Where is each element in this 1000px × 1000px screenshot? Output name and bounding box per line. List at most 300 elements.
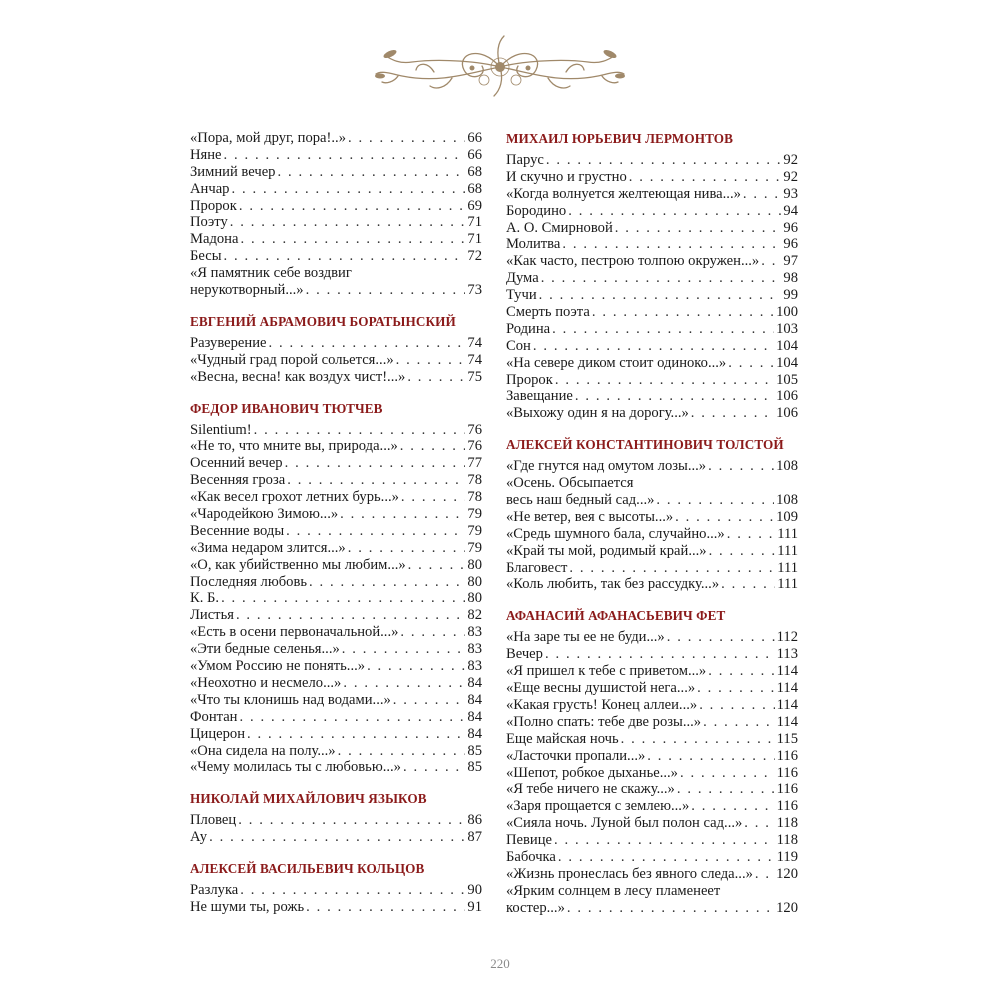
author-heading: АЛЕКСЕЙ ВАСИЛЬЕВИЧ КОЛЬЦОВ bbox=[190, 861, 425, 877]
dot-leader bbox=[554, 832, 775, 849]
toc-entry-page: 120 bbox=[776, 865, 798, 882]
dot-leader bbox=[541, 270, 782, 287]
toc-entry-page: 78 bbox=[467, 472, 482, 489]
dot-leader bbox=[680, 765, 775, 782]
toc-entry-title: Благовест bbox=[506, 559, 568, 576]
toc-entry-page: 79 bbox=[467, 539, 482, 556]
toc-entry-page: 80 bbox=[467, 556, 482, 573]
toc-entry[interactable] bbox=[506, 731, 798, 748]
toc-entry[interactable] bbox=[190, 198, 482, 215]
toc-entry-title: Пловец bbox=[190, 812, 237, 829]
toc-entry-title: И скучно и грустно bbox=[506, 168, 627, 185]
toc-entry[interactable] bbox=[506, 798, 798, 815]
toc-entry[interactable] bbox=[506, 321, 798, 338]
toc-entry-title: «Средь шумного бала, случайно...» bbox=[506, 525, 725, 542]
dot-leader bbox=[667, 629, 775, 646]
toc-entry-title: «Чему молилась ты с любовью...» bbox=[190, 759, 401, 776]
toc-entry-page: 112 bbox=[776, 629, 798, 646]
toc-entry-page: 84 bbox=[467, 708, 482, 725]
dot-leader bbox=[677, 781, 775, 798]
toc-entry[interactable] bbox=[190, 164, 482, 181]
dot-leader bbox=[287, 472, 465, 489]
toc-entry-page: 69 bbox=[467, 197, 482, 214]
dot-leader bbox=[408, 557, 466, 574]
toc-entry-page: 87 bbox=[467, 829, 482, 846]
dot-leader bbox=[238, 812, 465, 829]
toc-entry[interactable] bbox=[190, 743, 482, 760]
toc-entry-page: 82 bbox=[467, 607, 482, 624]
toc-entry-page: 85 bbox=[467, 759, 482, 776]
dot-leader bbox=[239, 709, 465, 726]
toc-entry-page: 114 bbox=[776, 713, 798, 730]
toc-entry-title: Весенняя гроза bbox=[190, 472, 286, 489]
toc-entry[interactable] bbox=[506, 388, 798, 405]
dot-leader bbox=[555, 372, 774, 389]
toc-entry-title: «Полно спать: тебе две розы...» bbox=[506, 713, 702, 730]
dot-leader bbox=[285, 455, 466, 472]
toc-entry-title: Вечер bbox=[506, 646, 543, 663]
dot-leader bbox=[647, 748, 774, 765]
toc-entry[interactable] bbox=[190, 231, 482, 248]
dot-leader bbox=[743, 186, 782, 203]
toc-entry[interactable] bbox=[506, 866, 798, 883]
toc-entry-title: Пророк bbox=[190, 197, 237, 214]
author-heading: ФЕДОР ИВАНОВИЧ ТЮТЧЕВ bbox=[190, 400, 383, 416]
toc-entry-page: 83 bbox=[467, 658, 482, 675]
dot-leader bbox=[558, 849, 775, 866]
toc-entry-page: 80 bbox=[467, 573, 482, 590]
toc-entry-page: 74 bbox=[467, 334, 482, 351]
dot-leader bbox=[621, 731, 775, 748]
toc-entry[interactable] bbox=[506, 697, 798, 714]
toc-entry-title: «Где гнутся над омутом лозы...» bbox=[506, 458, 707, 475]
toc-entry-page: 71 bbox=[467, 231, 482, 248]
toc-entry[interactable] bbox=[506, 543, 798, 560]
toc-entry[interactable] bbox=[190, 675, 482, 692]
toc-entry-title: Смерть поэта bbox=[506, 304, 590, 321]
toc-entry[interactable] bbox=[190, 709, 482, 726]
toc-entry-page: 111 bbox=[777, 542, 798, 559]
toc-entry-page: 72 bbox=[467, 248, 482, 265]
toc-entry[interactable] bbox=[506, 287, 798, 304]
toc-entry-page: 97 bbox=[783, 253, 798, 270]
toc-entry-page: 116 bbox=[776, 798, 798, 815]
toc-entry-title: «Какая грусть! Конец аллеи...» bbox=[506, 696, 698, 713]
toc-entry-page: 113 bbox=[776, 646, 798, 663]
toc-entry-page: 116 bbox=[776, 764, 798, 781]
toc-entry-page: 96 bbox=[783, 219, 798, 236]
toc-entry[interactable] bbox=[190, 147, 482, 164]
toc-entry-title: Дума bbox=[506, 270, 539, 287]
toc-entry-page: 103 bbox=[776, 320, 798, 337]
toc-entry[interactable] bbox=[506, 152, 798, 169]
dot-leader bbox=[567, 900, 774, 917]
toc-entry-title: Няне bbox=[190, 146, 222, 163]
dot-leader bbox=[691, 798, 774, 815]
toc-entry[interactable] bbox=[506, 236, 798, 253]
toc-entry-page: 94 bbox=[783, 202, 798, 219]
toc-entry-title: Не шуми ты, рожь bbox=[190, 898, 305, 915]
toc-entry[interactable] bbox=[506, 781, 798, 798]
dot-leader bbox=[562, 236, 781, 253]
toc-entry-title: Тучи bbox=[506, 287, 537, 304]
toc-entry[interactable] bbox=[190, 523, 482, 540]
toc-entry-title: «Чародейкою Зимою...» bbox=[190, 506, 339, 523]
dot-leader bbox=[761, 253, 781, 270]
toc-entry[interactable] bbox=[190, 557, 482, 574]
dot-leader bbox=[309, 574, 465, 591]
toc-entry-page: 84 bbox=[467, 725, 482, 742]
toc-entry[interactable] bbox=[506, 832, 798, 849]
toc-section bbox=[190, 313, 482, 386]
toc-entry[interactable] bbox=[190, 506, 482, 523]
toc-entry-title: «Я пришел к тебе с приветом...» bbox=[506, 663, 707, 680]
dot-leader bbox=[343, 675, 465, 692]
toc-entry[interactable] bbox=[506, 526, 798, 543]
dot-leader bbox=[545, 646, 775, 663]
dot-leader bbox=[575, 388, 774, 405]
toc-entry-page: 119 bbox=[776, 848, 798, 865]
toc-entry-page: 106 bbox=[776, 405, 798, 422]
dot-leader bbox=[342, 641, 466, 658]
toc-entry[interactable] bbox=[190, 472, 482, 489]
dot-leader bbox=[533, 338, 774, 355]
toc-entry[interactable] bbox=[506, 372, 798, 389]
toc-entry[interactable] bbox=[190, 455, 482, 472]
toc-entry-page: 104 bbox=[776, 337, 798, 354]
toc-entry-title: Пророк bbox=[506, 371, 553, 388]
dot-leader bbox=[656, 492, 774, 509]
toc-left-column bbox=[190, 130, 482, 916]
toc-entry-page: 71 bbox=[467, 214, 482, 231]
toc-entry[interactable] bbox=[506, 458, 798, 475]
toc-entry-title: Осенний вечер bbox=[190, 455, 283, 472]
toc-entry-title: «Шепот, робкое дыханье...» bbox=[506, 764, 678, 781]
toc-entry[interactable] bbox=[190, 282, 482, 299]
dot-leader bbox=[247, 726, 465, 743]
toc-entry[interactable] bbox=[506, 509, 798, 526]
toc-entry-page: 93 bbox=[783, 185, 798, 202]
toc-entry[interactable] bbox=[190, 422, 482, 439]
dot-leader bbox=[568, 203, 781, 220]
toc-entry[interactable] bbox=[506, 629, 798, 646]
toc-entry[interactable] bbox=[506, 680, 798, 697]
toc-entry[interactable] bbox=[506, 304, 798, 321]
toc-entry[interactable] bbox=[190, 130, 482, 147]
dot-leader bbox=[348, 540, 466, 557]
dot-leader bbox=[240, 231, 465, 248]
toc-entry-page: 114 bbox=[776, 663, 798, 680]
dot-leader bbox=[539, 287, 782, 304]
toc-entry[interactable] bbox=[190, 489, 482, 506]
toc-entry-title: Мадона bbox=[190, 231, 239, 248]
toc-entry-page: 100 bbox=[776, 304, 798, 321]
dot-leader bbox=[348, 130, 465, 147]
toc-entry[interactable] bbox=[190, 726, 482, 743]
dot-leader bbox=[727, 526, 775, 543]
toc-entry[interactable] bbox=[506, 186, 798, 203]
toc-entry[interactable] bbox=[506, 492, 798, 509]
dot-leader bbox=[709, 543, 776, 560]
toc-entry-page: 85 bbox=[467, 742, 482, 759]
toc-entry-page: 92 bbox=[783, 152, 798, 168]
toc-entry-title: «Чудный град порой сольется...» bbox=[190, 351, 394, 368]
toc-entry-page: 96 bbox=[783, 236, 798, 253]
floral-ornament-icon bbox=[372, 32, 628, 102]
toc-entry-title: «На заре ты ее не буди...» bbox=[506, 629, 665, 646]
toc-entry[interactable] bbox=[506, 220, 798, 237]
toc-entry-page: 79 bbox=[467, 522, 482, 539]
dot-leader bbox=[224, 147, 466, 164]
toc-entry[interactable] bbox=[506, 765, 798, 782]
dot-leader bbox=[755, 866, 774, 883]
toc-entry[interactable] bbox=[190, 641, 482, 658]
toc-entry-page: 77 bbox=[467, 455, 482, 472]
toc-entry-title: Весенние воды bbox=[190, 522, 285, 539]
toc-entry[interactable] bbox=[506, 663, 798, 680]
toc-entry[interactable] bbox=[506, 355, 798, 372]
toc-entry-title: «Еще весны душистой нега...» bbox=[506, 680, 696, 697]
dot-leader bbox=[744, 815, 774, 832]
toc-section bbox=[190, 400, 482, 777]
toc-entry-page: 76 bbox=[467, 421, 482, 438]
dot-leader bbox=[236, 607, 465, 624]
toc-entry-title: Завещание bbox=[506, 388, 573, 405]
dot-leader bbox=[629, 169, 782, 186]
toc-entry-page: 108 bbox=[776, 458, 798, 475]
toc-entry[interactable] bbox=[190, 248, 482, 265]
toc-entry[interactable] bbox=[190, 214, 482, 231]
toc-entry-title: Разуверение bbox=[190, 334, 267, 351]
toc-entry-title: Зимний вечер bbox=[190, 163, 276, 180]
toc-entry[interactable] bbox=[506, 253, 798, 270]
toc-entry-page: 111 bbox=[777, 559, 798, 576]
dot-leader bbox=[224, 248, 466, 265]
toc-entry-title: «Край ты мой, родимый край...» bbox=[506, 542, 707, 559]
dot-leader bbox=[546, 152, 782, 169]
toc-entry-title: Родина bbox=[506, 320, 551, 337]
toc-entry-page: 116 bbox=[776, 747, 798, 764]
toc-entry-title: «Не то, что мните вы, природа...» bbox=[190, 438, 398, 455]
author-heading: АФАНАСИЙ АФАНАСЬЕВИЧ ФЕТ bbox=[506, 608, 726, 624]
dot-leader bbox=[306, 899, 465, 916]
dot-leader bbox=[306, 282, 466, 299]
toc-right-column bbox=[506, 130, 798, 917]
author-heading: ЕВГЕНИЙ АБРАМОВИЧ БОРАТЫНСКИЙ bbox=[190, 313, 456, 329]
dot-leader bbox=[209, 829, 465, 846]
toc-entry-page: 66 bbox=[467, 146, 482, 163]
toc-entry[interactable] bbox=[190, 335, 482, 352]
toc-entry[interactable] bbox=[506, 714, 798, 731]
toc-entry-title-line: «Осень. Обсыпается bbox=[506, 475, 634, 492]
toc-entry-title: Сон bbox=[506, 337, 531, 354]
toc-entry-page: 111 bbox=[777, 576, 798, 593]
toc-entry-title: Листья bbox=[190, 607, 234, 624]
toc-section bbox=[506, 436, 798, 593]
dot-leader bbox=[338, 743, 466, 760]
toc-entry[interactable] bbox=[506, 646, 798, 663]
toc-entry-page: 76 bbox=[467, 438, 482, 455]
toc-entry-page: 79 bbox=[467, 506, 482, 523]
toc-entry[interactable] bbox=[506, 169, 798, 186]
toc-entry-page: 111 bbox=[777, 525, 798, 542]
toc-entry[interactable] bbox=[190, 658, 482, 675]
dot-leader bbox=[396, 352, 466, 369]
toc-entry-title: Ау bbox=[190, 829, 208, 846]
dot-leader bbox=[393, 692, 466, 709]
toc-entry-title: Разлука bbox=[190, 882, 239, 899]
toc-entry-title: весь наш бедный сад...» bbox=[506, 492, 655, 509]
toc-entry[interactable] bbox=[506, 338, 798, 355]
toc-entry[interactable] bbox=[506, 815, 798, 832]
toc-entry-title: «Она сидела на полу...» bbox=[190, 742, 336, 759]
author-heading: МИХАИЛ ЮРЬЕВИЧ ЛЕРМОНТОВ bbox=[506, 131, 734, 146]
toc-entry-title: Поэту bbox=[190, 214, 228, 231]
dot-leader bbox=[697, 680, 774, 697]
toc-entry-page: 116 bbox=[776, 781, 798, 798]
dot-leader bbox=[239, 198, 466, 215]
toc-entry-title: «Заря прощается с землею...» bbox=[506, 798, 690, 815]
toc-entry[interactable] bbox=[506, 849, 798, 866]
dot-leader bbox=[699, 697, 774, 714]
toc-entry-page: 68 bbox=[467, 163, 482, 180]
toc-entry[interactable] bbox=[190, 812, 482, 829]
dot-leader bbox=[592, 304, 774, 321]
dot-leader bbox=[569, 560, 775, 577]
toc-section bbox=[506, 607, 798, 916]
toc-entry-title: «Когда волнуется желтеющая нива...» bbox=[506, 185, 741, 202]
toc-entry-page: 66 bbox=[467, 130, 482, 146]
toc-entry-title-line: «Я памятник себе воздвиг bbox=[190, 265, 352, 282]
toc-entry-page: 114 bbox=[776, 680, 798, 697]
toc-entry[interactable] bbox=[190, 882, 482, 899]
toc-entry-page: 108 bbox=[776, 492, 798, 509]
toc-entry[interactable] bbox=[506, 900, 798, 917]
toc-entry[interactable] bbox=[190, 624, 482, 641]
toc-entry[interactable] bbox=[190, 759, 482, 776]
toc-entry[interactable] bbox=[506, 405, 798, 422]
toc-entry-title: «На севере диком стоит одиноко...» bbox=[506, 354, 727, 371]
dot-leader bbox=[407, 369, 465, 386]
toc-entry-page: 68 bbox=[467, 180, 482, 197]
toc-entry[interactable] bbox=[190, 181, 482, 198]
dot-leader bbox=[340, 506, 465, 523]
dot-leader bbox=[728, 355, 774, 372]
toc-entry-title: Последняя любовь bbox=[190, 573, 308, 590]
toc-entry-page: 106 bbox=[776, 388, 798, 405]
toc-entry[interactable] bbox=[190, 829, 482, 846]
toc-entry-title: Бабочка bbox=[506, 848, 556, 865]
toc-entry[interactable] bbox=[190, 369, 482, 386]
toc-entry-title: костер...» bbox=[506, 899, 565, 916]
toc-entry-title: «Неохотно и несмело...» bbox=[190, 674, 342, 691]
toc-entry-title: «Не ветер, вея с высоты...» bbox=[506, 508, 674, 525]
toc-entry-page: 83 bbox=[467, 641, 482, 658]
toc-entry-title: «Выхожу один я на дорогу...» bbox=[506, 405, 689, 422]
toc-entry[interactable] bbox=[506, 748, 798, 765]
toc-entry-title: «Весна, весна! как воздух чист!...» bbox=[190, 368, 406, 385]
dot-leader bbox=[721, 576, 775, 593]
toc-entry-page: 74 bbox=[467, 351, 482, 368]
toc-entry-title: Бородино bbox=[506, 202, 567, 219]
toc-entry-page: 99 bbox=[783, 287, 798, 304]
toc-entry-title: Цицерон bbox=[190, 725, 246, 742]
toc-entry[interactable] bbox=[190, 574, 482, 591]
toc-entry-title-line: «Ярким солнцем в лесу пламенеет bbox=[506, 882, 721, 899]
toc-entry-page: 90 bbox=[467, 882, 482, 899]
toc-entry-page: 104 bbox=[776, 354, 798, 371]
toc-entry[interactable] bbox=[190, 352, 482, 369]
toc-entry-page: 114 bbox=[776, 696, 798, 713]
toc-entry-page: 98 bbox=[783, 270, 798, 287]
toc-entry-page: 118 bbox=[776, 832, 798, 849]
dot-leader bbox=[403, 759, 465, 776]
toc-entry[interactable] bbox=[190, 590, 482, 607]
toc-entry-page: 78 bbox=[467, 489, 482, 506]
toc-entry-title: нерукотворный...» bbox=[190, 282, 304, 299]
dot-leader bbox=[286, 523, 465, 540]
toc-entry-page: 109 bbox=[776, 508, 798, 525]
toc-entry[interactable] bbox=[190, 607, 482, 624]
page-number: 220 bbox=[490, 956, 510, 971]
dot-leader bbox=[254, 422, 466, 439]
dot-leader bbox=[231, 181, 465, 198]
toc-entry[interactable] bbox=[506, 576, 798, 593]
toc-entry[interactable] bbox=[506, 203, 798, 220]
dot-leader bbox=[367, 658, 465, 675]
toc-entry-title: «О, как убийственно мы любим...» bbox=[190, 556, 406, 573]
toc-entry[interactable] bbox=[506, 270, 798, 287]
toc-entry-page: 86 bbox=[467, 812, 482, 829]
toc-entry[interactable] bbox=[506, 560, 798, 577]
dot-leader bbox=[221, 590, 465, 607]
dot-leader bbox=[691, 405, 774, 422]
toc-entry-page: 83 bbox=[467, 624, 482, 641]
toc-entry-title: «Как часто, пестрою толпою окружен...» bbox=[506, 253, 760, 270]
toc-entry-title: «Эти бедные селенья...» bbox=[190, 641, 340, 658]
toc-entry[interactable] bbox=[190, 438, 482, 455]
dot-leader bbox=[400, 624, 465, 641]
toc-entry-title: Фонтан bbox=[190, 708, 238, 725]
dot-leader bbox=[240, 882, 465, 899]
toc-entry-title: «Сияла ночь. Луной был полон сад...» bbox=[506, 815, 743, 832]
toc-entry-page: 75 bbox=[467, 368, 482, 385]
toc-entry-title: А. О. Смирновой bbox=[506, 219, 613, 236]
toc-section bbox=[190, 130, 482, 299]
toc-entry-page: 73 bbox=[467, 282, 482, 299]
toc-section bbox=[190, 860, 482, 916]
toc-entry-title: «Как весел грохот летних бурь...» bbox=[190, 489, 399, 506]
toc-entry-title: Молитва bbox=[506, 236, 561, 253]
toc-entry-page: 91 bbox=[467, 898, 482, 915]
toc-entry-title: «Ласточки пропали...» bbox=[506, 747, 646, 764]
toc-entry[interactable] bbox=[190, 692, 482, 709]
dot-leader bbox=[552, 321, 774, 338]
toc-entry[interactable] bbox=[190, 540, 482, 557]
toc-section bbox=[506, 130, 798, 422]
toc-entry-page: 120 bbox=[776, 899, 798, 916]
dot-leader bbox=[277, 164, 465, 181]
toc-entry-title: «Я тебе ничего не скажу...» bbox=[506, 781, 675, 798]
dot-leader bbox=[708, 663, 774, 680]
toc-entry-title: Анчар bbox=[190, 180, 230, 197]
toc-entry-title: «Умом Россию не понять...» bbox=[190, 658, 366, 675]
toc-entry[interactable] bbox=[190, 899, 482, 916]
dot-leader bbox=[675, 509, 774, 526]
dot-leader bbox=[401, 489, 465, 506]
toc-entry-page: 84 bbox=[467, 691, 482, 708]
toc-entry-title: «Жизнь пронеслась без явного следа...» bbox=[506, 865, 753, 882]
